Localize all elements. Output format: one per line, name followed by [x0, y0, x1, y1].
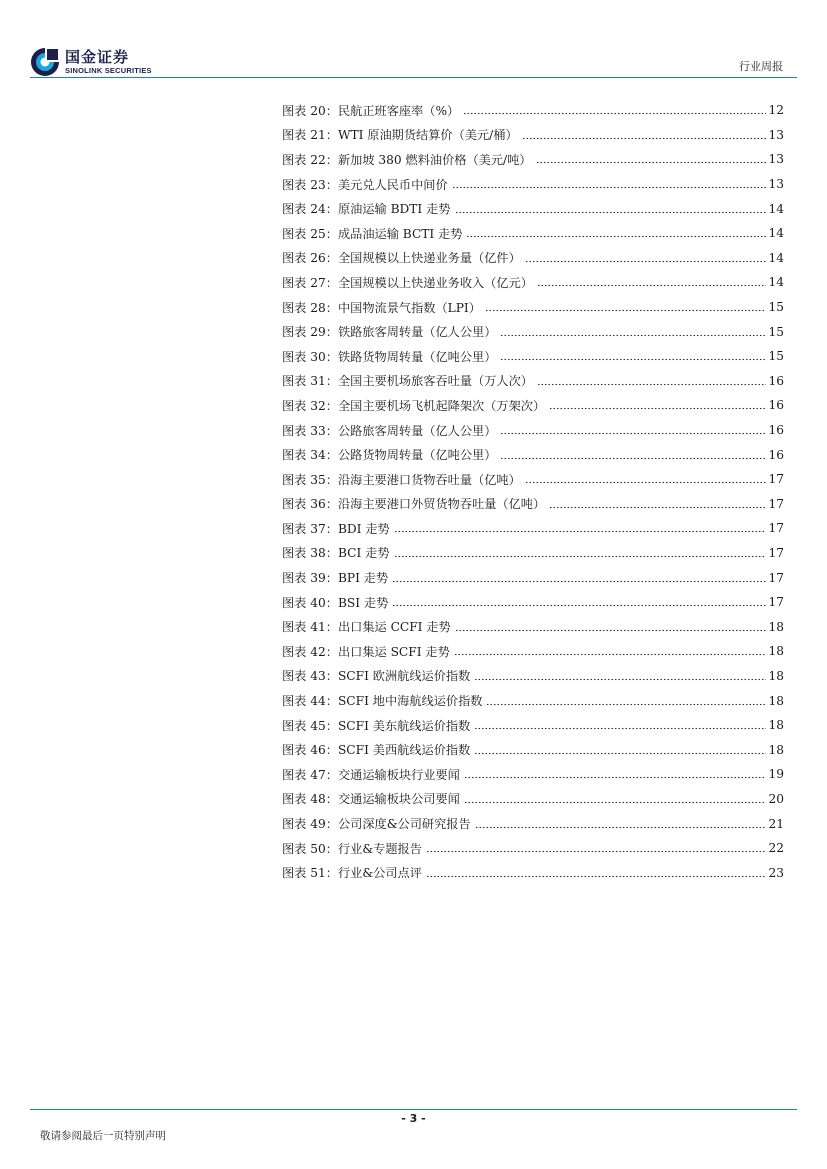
page-number: - 3 -	[401, 1112, 426, 1125]
toc-entry[interactable]	[282, 836, 784, 861]
toc-dot-leader	[392, 597, 766, 607]
toc-dot-leader	[525, 474, 767, 484]
toc-entry-page: 16	[768, 423, 784, 438]
toc-entry[interactable]	[282, 787, 784, 812]
toc-entry-label: 图表 28：中国物流景气指数（LPI）	[282, 300, 481, 315]
toc-entry-page: 22	[768, 841, 784, 856]
toc-entry-page: 20	[768, 791, 784, 806]
toc-dot-leader	[392, 573, 766, 583]
toc-entry[interactable]	[282, 442, 784, 467]
toc-dot-leader	[474, 720, 766, 730]
toc-dot-leader	[394, 548, 767, 558]
toc-entry-label: 图表 48：交通运输板块公司要闻	[282, 792, 460, 807]
toc-dot-leader	[455, 204, 767, 214]
toc-entry-page: 13	[768, 152, 784, 167]
company-logo	[30, 46, 152, 78]
toc-entry-page: 17	[768, 521, 784, 536]
toc-entry-label: 图表 35：沿海主要港口货物吞吐量（亿吨）	[282, 472, 521, 487]
toc-entry[interactable]	[282, 98, 784, 123]
toc-entry-page: 23	[768, 865, 784, 880]
toc-entry[interactable]	[282, 492, 784, 517]
toc-entry[interactable]	[282, 172, 784, 197]
toc-entry-page: 18	[768, 693, 784, 708]
toc-entry[interactable]	[282, 713, 784, 738]
toc-dot-leader	[474, 671, 766, 681]
toc-dot-leader	[500, 425, 766, 435]
toc-entry-label: 图表 21：WTI 原油期货结算价（美元/桶）	[282, 128, 518, 143]
toc-entry[interactable]	[282, 639, 784, 664]
toc-entry-page: 18	[768, 644, 784, 659]
toc-entry-label: 图表 22：新加坡 380 燃料油价格（美元/吨）	[282, 152, 532, 167]
toc-entry[interactable]	[282, 467, 784, 492]
toc-dot-leader	[500, 450, 766, 460]
toc-dot-leader	[549, 400, 766, 410]
toc-entry-label: 图表 43：SCFI 欧洲航线运价指数	[282, 669, 471, 684]
toc-dot-leader	[475, 819, 767, 829]
toc-entry-page: 19	[768, 767, 784, 782]
toc-dot-leader	[536, 154, 767, 164]
toc-entry-label: 图表 36：沿海主要港口外贸货物吞吐量（亿吨）	[282, 497, 546, 512]
toc-dot-leader	[500, 327, 766, 337]
toc-entry-label: 图表 50：行业&专题报告	[282, 841, 422, 856]
toc-entry-page: 14	[768, 226, 784, 241]
toc-entry[interactable]	[282, 196, 784, 221]
toc-entry-page: 14	[768, 250, 784, 265]
toc-dot-leader	[426, 868, 767, 878]
toc-dot-leader	[500, 351, 766, 361]
toc-entry-page: 15	[768, 349, 784, 364]
toc-entry-page: 13	[768, 127, 784, 142]
toc-entry[interactable]	[282, 688, 784, 713]
toc-entry-label: 图表 38：BCI 走势	[282, 546, 390, 561]
toc-entry[interactable]	[282, 614, 784, 639]
toc-dot-leader	[485, 302, 767, 312]
toc-entry-page: 18	[768, 668, 784, 683]
toc-entry-label: 图表 29：铁路旅客周转量（亿人公里）	[282, 325, 497, 340]
toc-entry-label: 图表 20：民航正班客座率（%）	[282, 103, 460, 118]
toc-entry-label: 图表 45：SCFI 美东航线运价指数	[282, 718, 471, 733]
toc-entry-page: 14	[768, 201, 784, 216]
toc-entry-page: 17	[768, 472, 784, 487]
toc-entry[interactable]	[282, 393, 784, 418]
toc-entry-label: 图表 40：BSI 走势	[282, 595, 389, 610]
toc-entry-label: 图表 33：公路旅客周转量（亿人公里）	[282, 423, 497, 438]
toc-entry[interactable]	[282, 737, 784, 762]
toc-entry[interactable]	[282, 811, 784, 836]
toc-dot-leader	[522, 130, 767, 140]
toc-entry[interactable]	[282, 664, 784, 689]
toc-entry-page: 17	[768, 545, 784, 560]
toc-entry[interactable]	[282, 860, 784, 885]
toc-entry-page: 15	[768, 300, 784, 315]
toc-entry-label: 图表 32：全国主要机场飞机起降架次（万架次）	[282, 398, 546, 413]
toc-entry-label: 图表 46：SCFI 美西航线运价指数	[282, 743, 471, 758]
logo-cn-text: 国金证券	[65, 47, 130, 66]
toc-entry-label: 图表 23：美元兑人民币中间价	[282, 177, 448, 192]
toc-entry-page: 14	[768, 275, 784, 290]
toc-entry[interactable]	[282, 344, 784, 369]
toc-entry-label: 图表 27：全国规模以上快递业务收入（亿元）	[282, 275, 533, 290]
report-type: 行业周报	[739, 60, 783, 73]
toc-entry[interactable]	[282, 319, 784, 344]
header-divider	[30, 77, 797, 78]
toc-entry-page: 18	[768, 742, 784, 757]
toc-dot-leader	[537, 277, 767, 287]
toc-dot-leader	[537, 376, 767, 386]
toc-entry-page: 16	[768, 398, 784, 413]
toc-entry-label: 图表 31：全国主要机场旅客吞吐量（万人次）	[282, 374, 533, 389]
toc-dot-leader	[394, 523, 767, 533]
toc-entry-page: 21	[768, 816, 784, 831]
toc-entry-page: 17	[768, 570, 784, 585]
toc-dot-leader	[464, 769, 767, 779]
toc-entry-label: 图表 51：行业&公司点评	[282, 866, 422, 881]
toc-entry-label: 图表 37：BDI 走势	[282, 521, 390, 536]
toc-entry-page: 16	[768, 373, 784, 388]
toc-entry-page: 13	[768, 177, 784, 192]
disclaimer-text: 敬请参阅最后一页特别声明	[40, 1130, 166, 1142]
toc-entry-label: 图表 44：SCFI 地中海航线运价指数	[282, 694, 483, 709]
toc-dot-leader	[525, 253, 767, 263]
toc-entry-label: 图表 49：公司深度&公司研究报告	[282, 817, 471, 832]
toc-entry-label: 图表 47：交通运输板块行业要闻	[282, 767, 460, 782]
toc-entry-page: 18	[768, 718, 784, 733]
toc-entry[interactable]	[282, 762, 784, 787]
toc-entry-label: 图表 24：原油运输 BDTI 走势	[282, 202, 451, 217]
toc-entry-page: 18	[768, 619, 784, 634]
toc-entry-label: 图表 39：BPI 走势	[282, 571, 389, 586]
toc-entry[interactable]	[282, 541, 784, 566]
toc-dot-leader	[486, 696, 766, 706]
toc-entry-label: 图表 25：成品油运输 BCTI 走势	[282, 226, 463, 241]
toc-entry[interactable]	[282, 590, 784, 615]
logo-mark-icon	[30, 47, 60, 77]
toc-entry[interactable]	[282, 147, 784, 172]
toc-dot-leader	[464, 794, 767, 804]
toc-entry-label: 图表 30：铁路货物周转量（亿吨公里）	[282, 349, 497, 364]
toc-entry[interactable]	[282, 516, 784, 541]
toc-dot-leader	[455, 622, 767, 632]
toc-entry[interactable]	[282, 221, 784, 246]
toc-dot-leader	[549, 499, 766, 509]
toc-entry[interactable]	[282, 418, 784, 443]
toc-dot-leader	[426, 843, 767, 853]
logo-en-text: SINOLINK SECURITIES	[65, 65, 152, 75]
toc-entry-page: 16	[768, 447, 784, 462]
figure-index	[282, 98, 784, 885]
footer-divider	[30, 1109, 797, 1110]
toc-entry-page: 17	[768, 595, 784, 610]
toc-entry-label: 图表 41：出口集运 CCFI 走势	[282, 620, 451, 635]
toc-entry-label: 图表 42：出口集运 SCFI 走势	[282, 644, 450, 659]
toc-entry-page: 17	[768, 496, 784, 511]
toc-entry-page: 15	[768, 324, 784, 339]
toc-entry-label: 图表 26：全国规模以上快递业务量（亿件）	[282, 251, 521, 266]
toc-entry-label: 图表 34：公路货物周转量（亿吨公里）	[282, 448, 497, 463]
toc-dot-leader	[463, 105, 766, 115]
toc-entry-page: 12	[768, 103, 784, 118]
toc-entry[interactable]	[282, 246, 784, 271]
toc-entry[interactable]	[282, 369, 784, 394]
toc-dot-leader	[452, 179, 767, 189]
toc-dot-leader	[454, 646, 767, 656]
toc-entry[interactable]	[282, 123, 784, 148]
toc-dot-leader	[474, 745, 766, 755]
toc-entry[interactable]	[282, 295, 784, 320]
toc-entry[interactable]	[282, 270, 784, 295]
toc-dot-leader	[466, 228, 766, 238]
toc-entry[interactable]	[282, 565, 784, 590]
